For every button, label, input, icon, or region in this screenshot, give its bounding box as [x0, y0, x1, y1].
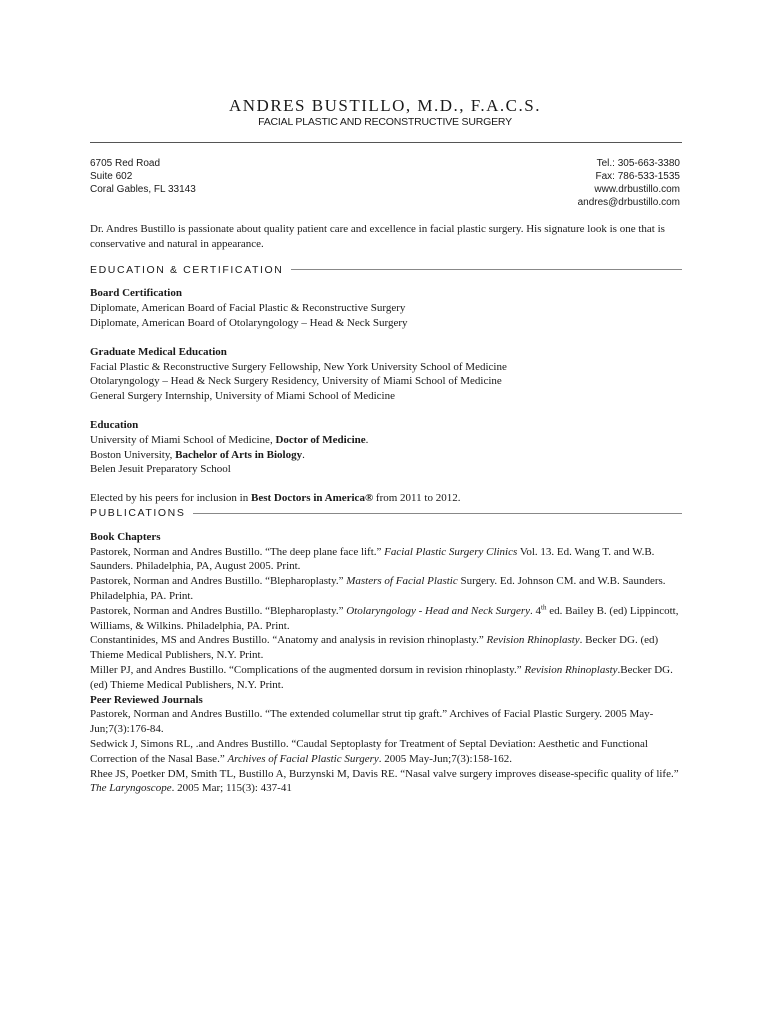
list-item: General Surgery Internship, University of Miami School of Medicine — [90, 390, 395, 403]
list-item: Diplomate, American Board of Facial Plastic & Reconstructive Surgery — [90, 302, 406, 315]
publication-entry: Pastorek, Norman and Andres Bustillo. “Blepharoplasty.” Otolaryngology - Head and Neck Surgery. 4th ed. Bailey B. (ed) Lippincott, Williams, & Wilkins. Philadelphia, PA. Print. — [90, 603, 679, 632]
contact-details — [578, 157, 680, 209]
graduate-medical-education — [90, 345, 682, 404]
address-line: Coral Gables, FL 33143 — [90, 184, 196, 195]
board-certification — [90, 286, 682, 330]
subheading: Board Certification — [90, 287, 182, 300]
publication-entry: Rhee JS, Poetker DM, Smith TL, Bustillo A, Burzynski M, Davis RE. “Nasal valve surgery improves disease-specific quality of life.” The Laryngoscope. 2005 Mar; 115(3): 437-41 — [90, 767, 679, 795]
publication-entry: Pastorek, Norman and Andres Bustillo. “The extended columellar strut tip graft.” Archives of Facial Plastic Surgery. 2005 May-Jun;7(3):176-84. — [90, 708, 654, 736]
publication-entry: Pastorek, Norman and Andres Bustillo. “The deep plane face lift.” Facial Plastic Surgery Clinics Vol. 13. Ed. Wang T. and W.B. Saunders. Philadelphia, PA, August 2005. Print. — [90, 545, 655, 573]
list-item: Otolaryngology – Head & Neck Surgery Residency, University of Miami School of Medicine — [90, 375, 502, 388]
publication-entry: Pastorek, Norman and Andres Bustillo. “Blepharoplasty.” Masters of Facial Plastic Surgery. Ed. Johnson CM. and W.B. Saunders. Philadelphia, PA. Print. — [90, 575, 666, 602]
section-heading-publications — [90, 506, 682, 521]
subheading: Graduate Medical Education — [90, 345, 227, 358]
fax: Fax: 786-533-1535 — [595, 171, 680, 182]
section-rule — [291, 269, 682, 270]
subheading: Peer Reviewed Journals — [90, 693, 203, 706]
publication-entry: Miller PJ, and Andres Bustillo. “Complications of the augmented dorsum in revision rhinoplasty.” Revision Rhinoplasty.Becker DG. (ed) Thieme Medical Publishers, N.Y. Print. — [90, 663, 673, 691]
list-item: Facial Plastic & Reconstructive Surgery Fellowship, New York University School of Medicine — [90, 360, 507, 373]
section-rule — [193, 513, 682, 514]
section-title: PUBLICATIONS — [90, 506, 186, 519]
address-line: 6705 Red Road — [90, 158, 161, 169]
website-link[interactable]: www.drbustillo.com — [594, 184, 680, 195]
section-title: EDUCATION & CERTIFICATION — [90, 263, 284, 276]
education — [90, 418, 682, 477]
list-item: Diplomate, American Board of Otolaryngology – Head & Neck Surgery — [90, 316, 408, 329]
list-item: University of Miami School of Medicine, Doctor of Medicine. — [90, 433, 369, 446]
subheading: Book Chapters — [90, 530, 161, 543]
section-heading-education — [90, 263, 682, 278]
publication-entry: Sedwick J, Simons RL, .and Andres Bustillo. “Caudal Septoplasty for Treatment of Septal Deviation: Aesthetic and Functional Correction of the Nasal Base.” Archives of Facial Plastic Surgery. 2005 May-Jun;7(3):158-162. — [90, 737, 648, 765]
doctor-name: ANDRES BUSTILLO, M.D., F.A.C.S. — [229, 96, 541, 115]
specialty-title: FACIAL PLASTIC AND RECONSTRUCTIVE SURGERY — [258, 116, 512, 128]
list-item: Belen Jesuit Preparatory School — [90, 463, 231, 476]
header-divider — [90, 142, 682, 143]
publication-entry: Constantinides, MS and Andres Bustillo. “Anatomy and analysis in revision rhinoplasty.” Revision Rhinoplasty. Becker DG. (ed) Thieme Medical Publishers, N.Y. Print. — [90, 634, 659, 662]
email-link[interactable]: andres@drbustillo.com — [577, 197, 680, 208]
elected-statement: Elected by his peers for inclusion in Best Doctors in America® from 2011 to 2012. — [90, 492, 461, 505]
phone: Tel.: 305-663-3380 — [596, 158, 680, 169]
resume-body — [90, 222, 682, 796]
list-item: Boston University, Bachelor of Arts in Biology. — [90, 448, 305, 461]
subheading: Education — [90, 418, 139, 431]
intro-paragraph: Dr. Andres Bustillo is passionate about quality patient care and excellence in facial plastic surgery. His signature look is one that is conservative and natural in appearance. — [90, 223, 665, 250]
address-block — [90, 157, 196, 196]
address-line: Suite 602 — [90, 171, 133, 182]
